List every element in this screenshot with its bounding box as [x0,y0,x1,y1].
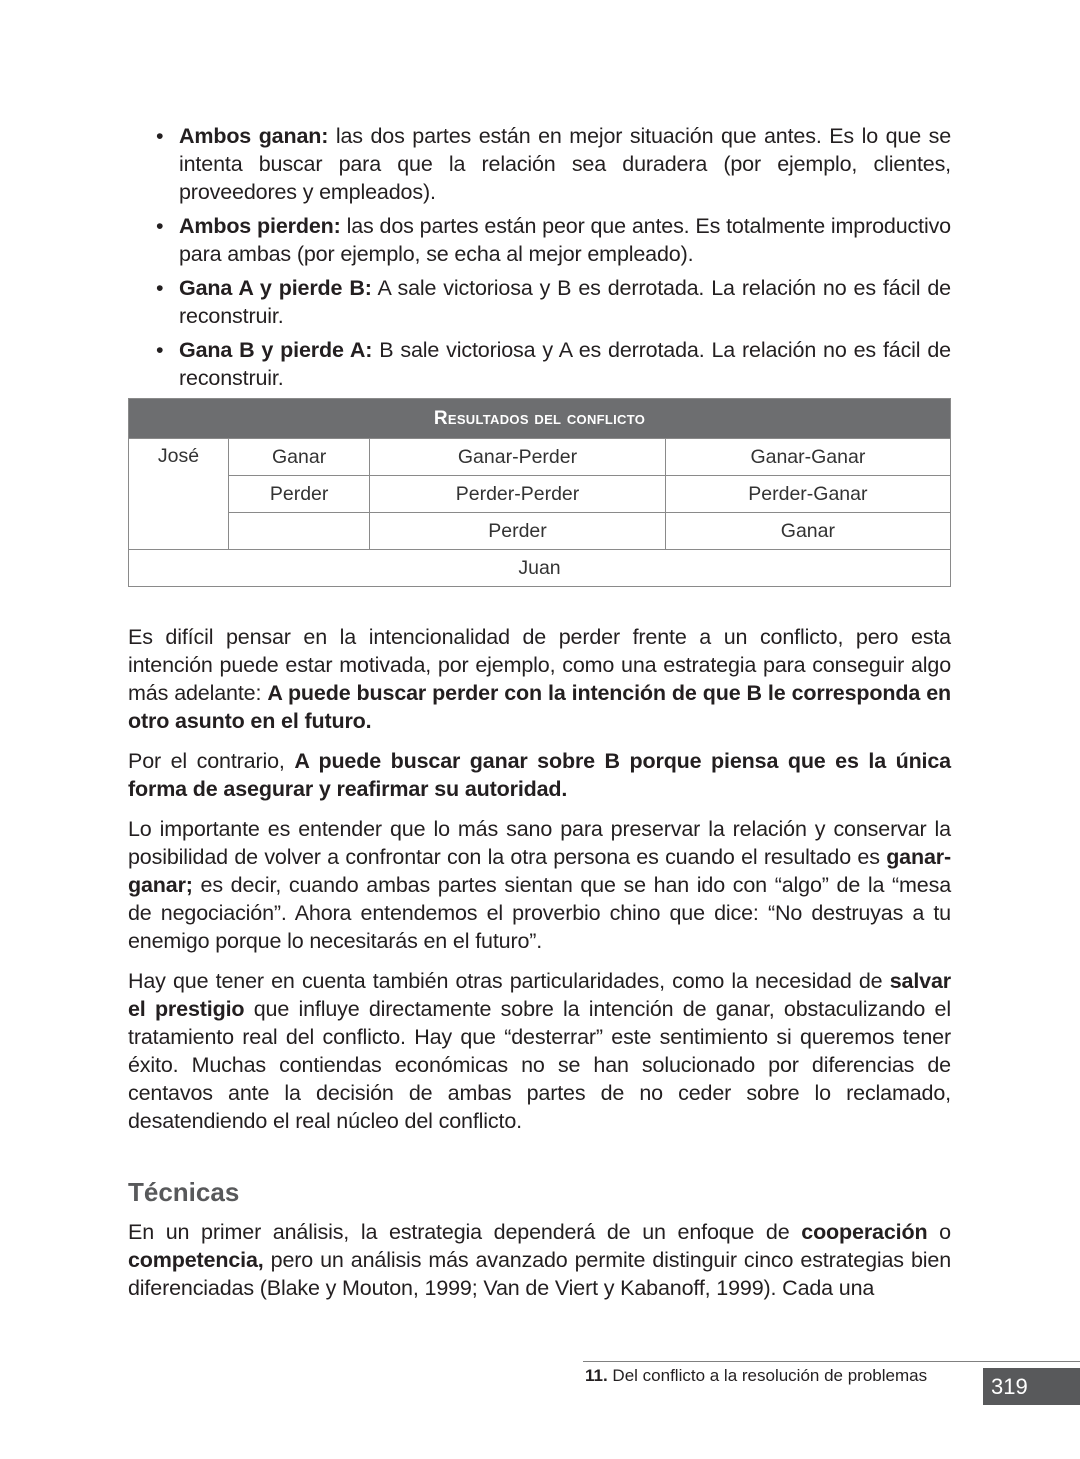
outcome-bullet-list [128,122,951,392]
chapter-title: Del conflicto a la resolución de problemas [607,1366,928,1385]
paragraph-intentional-loss [128,623,951,735]
section-heading-tecnicas: Técnicas [128,1177,240,1207]
bullet-term: Gana A y pierde B: [179,276,372,300]
bullet-icon: • [156,338,164,362]
paragraph-text: es decir, cuando ambas partes sientan que se han ido con “algo” de la “mesa de negociación”. Ahora entendemos el proverbio chino que dice: “No destruyas a tu enemigo porque lo necesitarás en el futuro”. [128,873,951,953]
paragraph-emphasis: cooperación [801,1220,928,1244]
conflict-results-table [128,398,951,587]
bullet-text: A sale victoriosa y B es derrotada. La relación no es fácil de reconstruir. [179,276,951,328]
paragraph-text: Hay que tener en cuenta también otras particularidades, como la necesidad de [128,969,890,993]
bullet-term: Ambos ganan: [179,124,329,148]
bullet-icon: • [156,124,164,148]
table-cell: Perder [229,476,370,513]
paragraph-emphasis: competencia, [128,1248,264,1272]
table-cell [229,513,370,550]
bullet-text: B sale victoriosa y A es derrotada. La relación no es fácil de reconstruir. [179,338,951,390]
footer-divider [583,1361,1080,1362]
paragraph-win-win [128,815,951,955]
bullet-icon: • [156,276,164,300]
paragraph-emphasis: A puede buscar ganar sobre B porque piensa que es la única forma de asegurar y reafirmar su autoridad. [128,749,951,801]
bullet-item-a-wins [128,274,951,330]
paragraph-text: En un primer análisis, la estrategia dependerá de un enfoque de [128,1220,802,1244]
paragraph-text: o [927,1220,951,1244]
table-cell: Perder-Perder [370,476,666,513]
bullet-item-both-win [128,122,951,206]
table-title: Resultados del conflicto [129,399,951,439]
table-cell: Ganar-Ganar [665,439,950,476]
chapter-number: 11. [585,1366,608,1385]
paragraph-text: Lo importante es entender que lo más sano para preservar la relación y conservar la posibilidad de volver a confrontar con la otra persona es cuando el resultado es [128,817,951,869]
page-footer [583,1361,1080,1399]
column-label-juan: Juan [129,550,951,587]
table-row [129,513,951,550]
body-paragraphs [128,623,951,1135]
bullet-text: las dos partes están en mejor situación que antes. Es lo que se intenta buscar para que la relación sea duradera (por ejemplo, clientes, proveedores y empleados). [179,124,952,204]
bullet-term: Ambos pierden: [179,214,341,238]
page-number-badge: 319 [983,1368,1080,1405]
paragraph-text: pero un análisis más avanzado permite distinguir cinco estrategias bien diferenciadas (Blake y Mouton, 1999; Van de Viert y Kabanoff, 1999). Cada una [128,1248,951,1300]
paragraph-text: Por el contrario, [128,749,295,773]
paragraph-prestige [128,967,951,1135]
table-cell: Ganar-Perder [370,439,666,476]
paragraph-emphasis: salvar el prestigio [128,969,951,1021]
bullet-text: las dos partes están peor que antes. Es totalmente improductivo para ambas (por ejemplo, se echa al mejor empleado). [179,214,951,266]
paragraph-text: Es difícil pensar en la intencionalidad de perder frente a un conflicto, pero esta intención puede estar motivada, por ejemplo, como una estrategia para conseguir algo más adelante: [128,625,951,705]
running-footer [585,1366,927,1386]
paragraph-contrary [128,747,951,803]
paragraph-emphasis: ganar-ganar; [128,845,951,897]
table-cell: Perder [370,513,666,550]
table-cell: Ganar [229,439,370,476]
table-row [129,476,951,513]
page-content [128,122,951,1314]
bullet-icon: • [156,214,164,238]
bullet-item-both-lose [128,212,951,268]
paragraph-emphasis: A puede buscar perder con la intención de que B le corresponda en otro asunto en el futuro. [128,681,951,733]
row-label-jose: José [129,439,229,550]
paragraph-techniques [128,1218,951,1302]
bullet-term: Gana B y pierde A: [179,338,373,362]
bullet-item-b-wins [128,336,951,392]
table-cell: Perder-Ganar [665,476,950,513]
paragraph-text: que influye directamente sobre la intención de ganar, obstaculizando el tratamiento real del conflicto. Hay que “desterrar” este sentimiento si queremos tener éxito. Muchas contiendas económicas no se han solucionado por diferencias de centavos ante la decisión de ambas partes de no ceder sobre lo reclamado, desatendiendo el real núcleo del conflicto. [128,997,951,1133]
table-cell: Ganar [665,513,950,550]
table-row [129,439,951,476]
